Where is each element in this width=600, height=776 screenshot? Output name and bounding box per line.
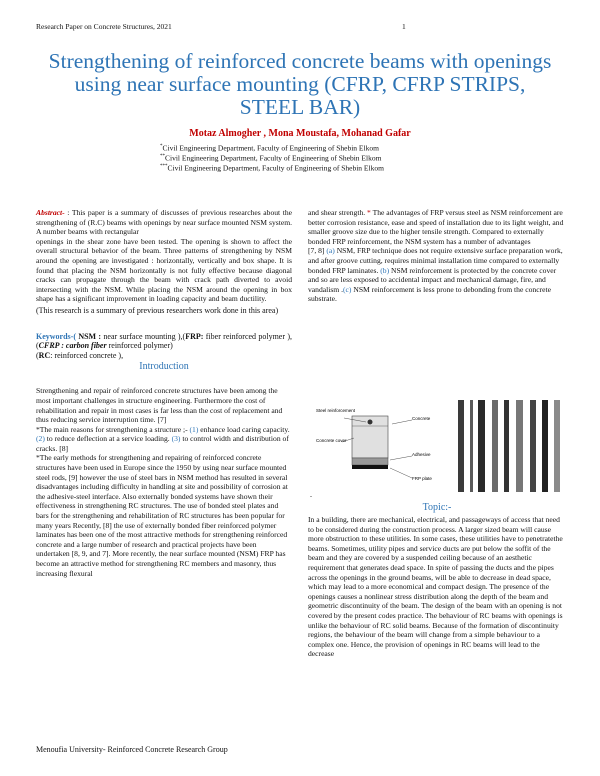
- author-list: Motaz Almogher , Mona Moustafa, Mohanad Gafar: [189, 128, 411, 139]
- label-steel-reinforcement: Steel reinforcement: [316, 408, 356, 413]
- page-footer: Menoufia University- Reinforced Concrete Research Group: [36, 745, 228, 754]
- left-column: [36, 208, 292, 578]
- paper-title: [30, 50, 570, 119]
- abstract-label: Abstract-: [36, 208, 65, 217]
- running-title: Research Paper on Concrete Structures, 2021: [36, 22, 172, 31]
- stray-dot: .: [310, 490, 312, 499]
- affiliation-1: *Civil Engineering Department, Faculty of Engineering of Shebin Elkom: [160, 143, 379, 153]
- nsm-cross-section-diagram: [316, 408, 432, 481]
- title-line-2: using near surface mounting (CFRP, CFRP STRIPS,: [74, 72, 526, 96]
- section-introduction: Introduction: [139, 361, 189, 373]
- right-column: [308, 208, 566, 304]
- label-frp-plate: FRP plate: [412, 476, 432, 481]
- title-line-1: Strengthening of reinforced concrete beams with openings: [48, 49, 552, 73]
- affiliation-2: **Civil Engineering Department, Faculty of Engineering of Shebin Elkom: [160, 153, 382, 163]
- keywords: Keywords-( NSM : near surface mounting ),(FRP: fiber reinforced polymer ), (CFRP : carbon fiber reinforced polymer) (RC: reinforced concrete ),: [36, 331, 292, 360]
- nsm-figure: [308, 398, 566, 492]
- intro-paragraph-2: *The main reasons for strengthening a structure ;- (1) enhance load caring capacity. (2) to reduce deflection at a service loading. (3) to control width and distribution of cracks. [8]: [36, 424, 290, 453]
- advantages-paragraph: and shear strength. * The advantages of FRP versus steel as NSM reinforcement are better corrosion resistance, ease and speed of installation due to its light weight, and smaller groove size due to the higher tensile strength. Compared to externally bonded FRP reinforcement, the NSM system has a number of advantages [7, 8] (a) NSM, FRP technique does not require extensive surface preparation work, and after groove cutting, requires minimal installation time compared to externally bonded FRP laminates. (b) NSM reinforcement is protected by the concrete cover and so are less exposed to accidental impact and mechanical damage, fire, and vandalism .(c) NSM reinforcement is less prone to debonding from the concrete substrate.: [308, 208, 564, 304]
- title-line-3: STEEL BAR): [239, 95, 361, 119]
- adhesive-layer: [352, 458, 388, 465]
- section-topic: Topic:-: [422, 502, 452, 513]
- page-number: 1: [402, 22, 406, 31]
- topic-paragraph: In a building, there are mechanical, electrical, and passageways of access that need to be considered during the construction process. A larger sized beam will cause more obstruction to these utilities. In some cases, these utilities have to penetratethe beams. Sometimes, utility pipes and service ducts are put below the soffit of the beam and they are covered by a suspended ceiling because of an aesthetic requirement that generates dead space. In spite of passing the ducts and the pipes across the openings in the ground beams, will be able to decrease in dead space, which may lead to a more economical and compact design. The presence of the openings causes a nonlinear stress distribution along the depth of the beam and geometric discontinuity of the beam. The design of the beam with an opening is not covered by the present codes practice. The behaviour of RC beams with openings is unlike the behaviour of RC solid beams. Because of the formation of discontinuity regions, the behaviour of the beam will change from a simple behaviour to a complex one. Hence, the provision of openings in RC beams will lead to the decrease: [308, 515, 563, 659]
- nsm-figure-svg: [308, 398, 566, 492]
- abstract-paragraph: Abstract- : This paper is a summary of discusses of previous researches about the strengthening of (R.C) beams with openings by near surface mounted NSM system. A number beams with rectangular openings in the shear zone have been tested. The opening is shown to affect the overall structural behavior of the beam. Three patterns of strengthening by NSM around the opening are investigated : horizontally, vertically and box shape. It is found that placing the NSM horizontally is not fully effective because diagonal cracks can propagate through the beam with crack path diverted to avoid intersecting with the NSM. While placing the NSM around the opening in box shape has a significant improvement in loading capacity and beam ductility.: [36, 208, 292, 304]
- label-adhesive: Adhesive: [412, 452, 431, 457]
- label-concrete-cover: Concrete cover: [316, 438, 347, 443]
- affiliation-3: ***Civil Engineering Department, Faculty of Engineering of Shebin Elkom: [160, 163, 384, 173]
- nsm-bars-photo: [458, 400, 560, 492]
- topic-section: [308, 502, 566, 659]
- intro-paragraph-1: Strengthening and repair of reinforced concrete structures have been among the most important challenges in structure engineering. Furthermore the cost of rehabilitation and repair in most cases is far less than the cost of replacement and thus reducing service interruption time. [7]: [36, 386, 283, 425]
- label-concrete: Concrete: [412, 416, 431, 421]
- intro-paragraph-3: *The early methods for strengthening and repairing of reinforced concrete structures have been used in Europe since the 1950 by using near surface mounted steel rods, [9] however the use of steel bars in NSM method has resulted in several disadvantages including difficulty in handling at site and possibility of corrosion at the adhesive-steel interface. Also externally bonded systems have shown their effectiveness in strengthening RC structures. The use of bonded steel plates and bars for the strengthening and rehabilitation of RC structures has been popular for many years Recently, [8] the use of externally bonded fiber reinforced polymer laminates has been one of the most attractive methods for strengthening reinforced concrete and a large number of research and practical projects have been undertaken [8, 9, and 7]. More recently, the near surface mounted (NSM) FRP has become an attractive method for strengthening RC members and masonry, thus increasing flexural: [36, 453, 288, 578]
- frp-plate: [352, 465, 388, 469]
- steel-bar-icon: [368, 420, 373, 425]
- abstract-note: (This research is a summary of previous researchers work done in this area): [36, 305, 279, 315]
